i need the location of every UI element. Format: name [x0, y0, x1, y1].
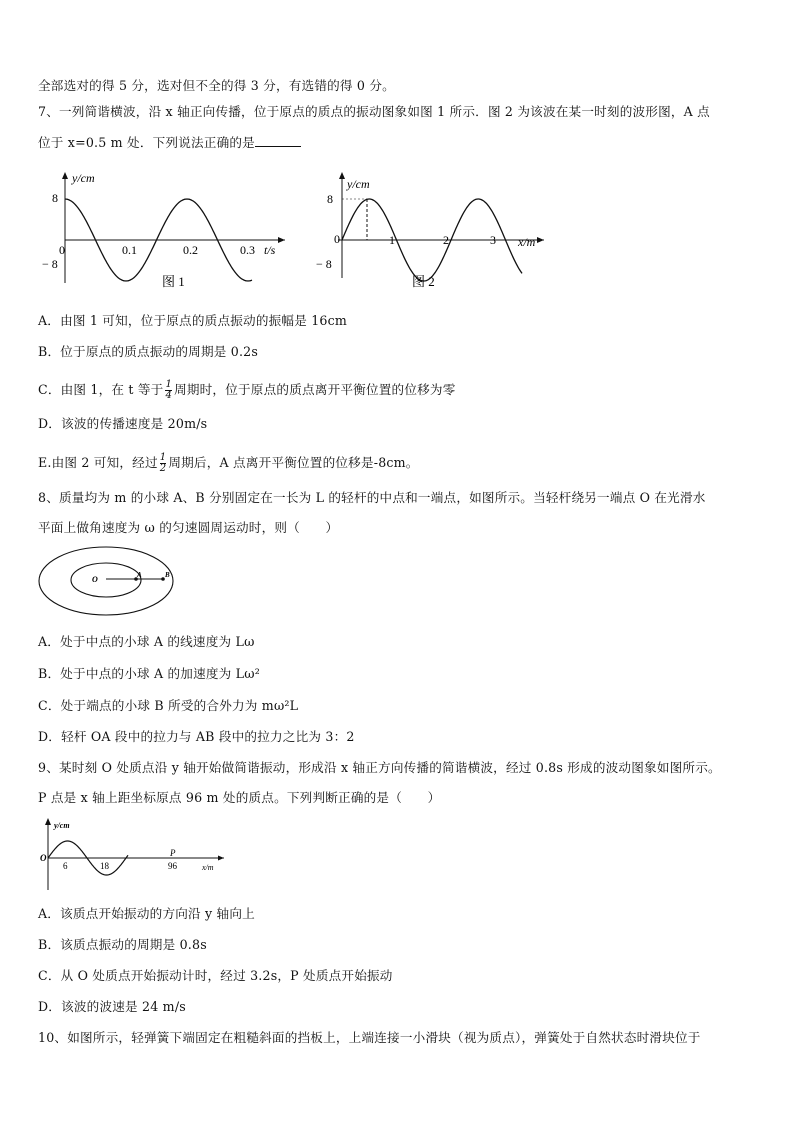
- fig1-ylabel: y/cm: [72, 171, 95, 185]
- q10-stem-line1: 10、如图所示，轻弹簧下端固定在粗糙斜面的挡板上，上端连接一小滑块（视为质点），弹簧处于自然状态时滑块位于: [38, 1030, 701, 1045]
- q7-figure-2: [312, 168, 552, 298]
- inner-orbit: [71, 563, 141, 597]
- fig1-ytick-bottom: − 8: [42, 257, 58, 271]
- fig1-xlabel: t/s: [264, 243, 276, 257]
- q7-option-d: D．该波的传播速度是 20m/s: [38, 416, 208, 431]
- q8-option-c: C．处于端点的小球 B 所受的合外力为 mω²L: [38, 698, 299, 713]
- fig1-origin: 0: [59, 243, 65, 257]
- q7-option-c: C．由图 1，在 t 等于 $\frac{1}{4}$ 周期时，位于原点的质点离开平衡位置的位移为零: [38, 379, 456, 401]
- q7-option-a: A．由图 1 可知，位于原点的质点振动的振幅是 16cm: [38, 313, 348, 328]
- q9-tick-18: 18: [100, 861, 109, 871]
- q7-option-e: E.由图 2 可知，经过 $\frac{1}{2}$ 周期后，A 点离开平衡位置的位移是-8cm。: [38, 452, 419, 474]
- fig2-caption: 图 2: [412, 274, 435, 289]
- answer-blank: [255, 134, 301, 147]
- fig2-xtick-2: 2: [443, 233, 449, 247]
- fig2-ytick-top: 8: [327, 192, 333, 206]
- fraction-half: $\frac{1}{2}$: [159, 452, 167, 474]
- q9-figure-wave: [38, 814, 228, 894]
- q9-origin: O: [40, 853, 47, 863]
- q9-xlabel: x/m: [202, 863, 214, 872]
- q7-figure-1: [40, 168, 290, 298]
- fig2-xtick-3: 3: [490, 233, 496, 247]
- label-o: O: [92, 575, 98, 584]
- q9-stem-line1: 9、某时刻 O 处质点沿 y 轴开始做简谐振动，形成沿 x 轴正方向传播的简谐横波，经过 0.8s 形成的波动图象如图所示。: [38, 760, 721, 775]
- fig1-xtick-1: 0.1: [122, 243, 137, 257]
- q9-ylabel: y/cm: [54, 821, 70, 830]
- q7-option-b: B．位于原点的质点振动的周期是 0.2s: [38, 344, 259, 359]
- q7-stem-line1: 7、一列简谐横波，沿 x 轴正向传播，位于原点的质点的振动图象如图 1 所示．图 2 为该波在某一时刻的波形图，A 点: [38, 104, 710, 119]
- q9-option-a: A．该质点开始振动的方向沿 y 轴向上: [38, 906, 255, 921]
- q9-stem-line2: P 点是 x 轴上距坐标原点 96 m 处的质点。下列判断正确的是（ ）: [38, 790, 441, 805]
- q9-tick-6: 6: [63, 861, 68, 871]
- q9-tick-96: 96: [168, 861, 177, 871]
- fig1-xtick-3: 0.3: [240, 243, 255, 257]
- q8-option-a: A．处于中点的小球 A 的线速度为 Lω: [38, 634, 255, 649]
- q9-option-b: B．该质点振动的周期是 0.8s: [38, 937, 207, 952]
- q8-figure-circles: [36, 544, 186, 620]
- q9-option-c: C．从 O 处质点开始振动计时，经过 3.2s，P 处质点开始振动: [38, 968, 393, 983]
- fig2-xlabel: x/m: [518, 235, 536, 249]
- instructions-text: 全部选对的得 5 分，选对但不全的得 3 分，有选错的得 0 分。: [38, 78, 395, 93]
- q8-stem-line2: 平面上做角速度为 ω 的匀速圆周运动时，则（ ）: [38, 520, 339, 535]
- label-a: A: [137, 571, 142, 579]
- fig1-ytick-top: 8: [52, 191, 58, 205]
- q9-point-p: P: [170, 848, 176, 858]
- q9-option-d: D．该波的波速是 24 m/s: [38, 999, 186, 1014]
- q8-option-d: D．轻杆 OA 段中的拉力与 AB 段中的拉力之比为 3：2: [38, 729, 355, 744]
- label-b: B: [165, 571, 170, 579]
- outer-orbit: [39, 547, 173, 615]
- fig1-caption: 图 1: [162, 274, 185, 289]
- q7-stem-line2: 位于 x=0.5 m 处．下列说法正确的是: [38, 134, 301, 151]
- fig2-ytick-bottom: − 8: [316, 257, 332, 271]
- fig2-xtick-1: 1: [389, 233, 395, 247]
- fig2-origin: 0: [334, 232, 340, 246]
- fig1-xtick-2: 0.2: [183, 243, 198, 257]
- fig2-ylabel: y/cm: [347, 177, 370, 191]
- q8-stem-line1: 8、质量均为 m 的小球 A、B 分别固定在一长为 L 的轻杆的中点和一端点，如图所示。当轻杆绕另一端点 O 在光滑水: [38, 490, 706, 505]
- fraction-quarter: $\frac{1}{4}$: [165, 379, 173, 401]
- q8-option-b: B．处于中点的小球 A 的加速度为 Lω²: [38, 666, 260, 681]
